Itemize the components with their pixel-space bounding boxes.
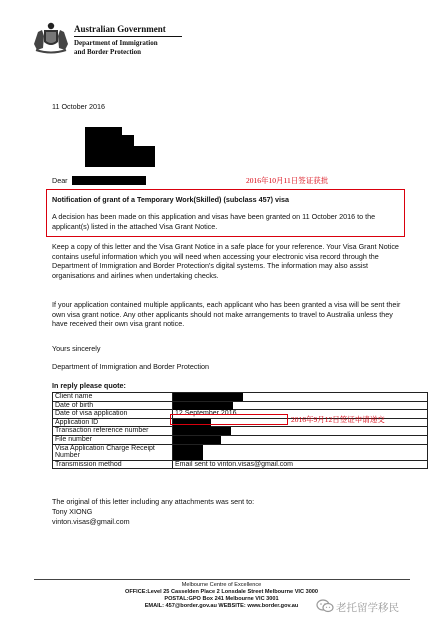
row-label-client-name: Client name <box>53 393 173 402</box>
grant-decision: A decision has been made on this application and visas have been granted on 11 October 2016 to the applicant(s) listed in the attached Visa Grant Notice. <box>52 212 376 231</box>
row-label-vac-receipt: Visa Application Charge Receipt Number <box>53 444 173 460</box>
grant-date-annotation: 2016年10月11日签证获批 <box>246 176 329 185</box>
footer-centre: Melbourne Centre of Excellence <box>181 582 262 588</box>
row-label-file-number: File number <box>53 435 173 444</box>
redacted-block <box>173 427 231 435</box>
table-row <box>53 427 428 436</box>
wechat-icon <box>316 599 334 613</box>
redacted-block <box>173 436 221 444</box>
row-value-date-of-birth <box>173 401 428 410</box>
row-label-date-of-birth: Date of birth <box>53 401 173 410</box>
row-value-transmission-method: Email sent to vinton.visas@gmail.com <box>173 460 428 469</box>
footer-office-address: OFFICE:Level 25 Casselden Place 2 Lonsdale Street Melbourne VIC 3000 <box>124 589 319 595</box>
letter-date: 11 October 2016 <box>52 102 106 111</box>
watermark-text: 老托留学移民 <box>336 602 399 614</box>
footer-postal-address: POSTAL:GPO Box 241 Melbourne VIC 3001 <box>164 596 279 602</box>
paragraph-multiple-applicants: If your application contained multiple applicants, each applicant who has been granted a visa will be sent their own visa grant notice. Any other applicants should not make arrangements to travel to Australia unless they have received their own visa grant notice. <box>52 300 401 329</box>
letter-subject: Notification of grant of a Temporary Work(Skilled) (subclass 457) visa <box>52 195 289 204</box>
footer-email-website: EMAIL: 457@border.gov.au WEBSITE: www.border.gov.au <box>144 603 299 609</box>
government-header <box>74 24 194 56</box>
row-value-transaction-reference <box>173 427 428 436</box>
coat-of-arms-icon <box>32 20 70 54</box>
row-label-application-date: Date of visa application <box>53 410 173 419</box>
signature: Department of Immigration and Border Protection <box>52 362 210 371</box>
table-row <box>53 444 428 460</box>
sent-to-text: The original of this letter including any attachments was sent to: <box>52 497 255 506</box>
table-row <box>53 401 428 410</box>
application-date-annotation: 2016年9月12日签证申请递交 <box>291 415 385 424</box>
reference-table <box>52 392 428 469</box>
redacted-block <box>173 445 203 460</box>
department-name-line1: Department of Immigration <box>74 39 158 47</box>
table-row <box>53 435 428 444</box>
closing: Yours sincerely <box>52 344 101 353</box>
salutation: Dear <box>52 176 68 185</box>
row-value-application-date: 12 September 2016 <box>173 410 428 419</box>
table-row <box>53 460 428 469</box>
paragraph-keep-copy: Keep a copy of this letter and the Visa Grant Notice in a safe place for your reference. Your Visa Grant Notice contains useful information which you will need when accessing your electronic visa record through the Department of Immigration and Border Protection's digital systems. The information may also assist organisations and airlines when undertaking checks. <box>52 242 399 280</box>
row-value-client-name <box>173 393 428 402</box>
government-name: Australian Government <box>74 24 166 34</box>
reply-heading: In reply please quote: <box>52 381 126 390</box>
department-name-line2: and Border Protection <box>74 47 142 56</box>
row-label-transmission-method: Transmission method <box>53 460 173 469</box>
footer-divider <box>34 579 410 580</box>
application-date-highlight-box <box>170 414 288 425</box>
redacted-block <box>173 402 233 410</box>
row-value-vac-receipt <box>173 444 428 460</box>
table-row <box>53 393 428 402</box>
row-label-application-id: Application ID <box>53 418 173 427</box>
row-label-transaction-reference: Transaction reference number <box>53 427 173 436</box>
redacted-block <box>85 146 155 167</box>
redacted-block <box>173 393 243 401</box>
recipient-email: vinton.visas@gmail.com <box>52 517 130 526</box>
header-divider <box>74 36 182 37</box>
recipient-name: Tony XIONG <box>52 507 93 516</box>
row-value-file-number <box>173 435 428 444</box>
redacted-block <box>72 176 146 185</box>
